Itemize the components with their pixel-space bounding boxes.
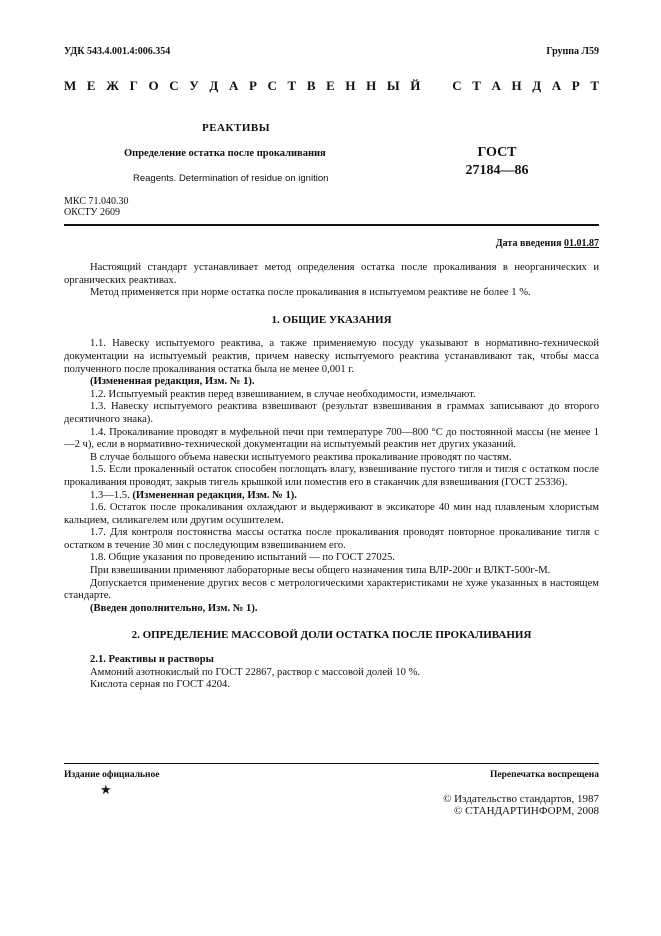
clause-1-7: 1.7. Для контроля постоянства массы остатка после прокаливания проводят повторное прокаливание тигля с остатком в течение 30 мин с последующим взвешиванием его. <box>64 527 599 551</box>
clause-1-3: 1.3. Навеску испытуемого реактива взвешивают (результат взвешивания в граммах записывают до второго десятичного знака). <box>64 401 599 425</box>
clause-range: 1.3—1.5. <box>90 489 130 501</box>
clause-1-1: 1.1. Навеску испытуемого реактива, а также применяемую посуду указывают в нормативно-технической документации на испытуемый реактив, причем навеску испытуемого реактива устанавливают так, чтобы масса полученного после прокаливания остатка была не менее 0,001 г. <box>64 338 599 375</box>
reagent-item: Аммоний азотнокислый по ГОСТ 22867, раствор с массовой долей 10 %. <box>90 666 421 678</box>
banner-letter: Н <box>511 78 522 93</box>
mks-code: МКС 71.040.30 <box>64 196 129 207</box>
document-body <box>64 262 599 692</box>
subsection-heading: 2.1. Реактивы и растворы <box>90 654 214 666</box>
banner-letter: Н <box>345 78 356 93</box>
document-subtitle: Определение остатка после прокаливания <box>124 148 326 159</box>
amendment-note: (Измененная редакция, Изм. № 1). <box>132 489 297 501</box>
banner-letter: В <box>306 78 316 93</box>
copyright-line: © СТАНДАРТИНФОРМ, 2008 <box>454 805 599 817</box>
clause-1-8: 1.8. Общие указания по проведению испытаний — по ГОСТ 27025. <box>90 552 395 564</box>
intro-date-value: 01.01.87 <box>564 238 599 249</box>
banner-letter: Е <box>326 78 335 93</box>
banner-letter: С <box>452 78 462 93</box>
clause-1-6: 1.6. Остаток после прокаливания охлаждают и выдерживают в эксикаторе 40 мин над плавленым хлористым кальцием, силикагелем или другим осушителем. <box>64 502 599 526</box>
document-title: РЕАКТИВЫ <box>202 122 271 134</box>
clause-1-2: 1.2. Испытуемый реактив перед взвешиванием, в случае необходимости, измельчают. <box>90 388 476 400</box>
gost-number: 27184—86 <box>465 163 529 178</box>
banner-letter: С <box>267 78 277 93</box>
banner-letter: Р <box>571 78 580 93</box>
reprint-prohibited-label: Перепечатка воспрещена <box>489 770 599 780</box>
copyright-line: © Издательство стандартов, 1987 <box>443 793 599 805</box>
banner-letter: Ж <box>106 78 120 93</box>
section-heading: 2. ОПРЕДЕЛЕНИЕ МАССОВОЙ ДОЛИ ОСТАТКА ПОСЛЕ ПРОКАЛИВАНИЯ <box>131 629 532 642</box>
banner-letter: С <box>169 78 179 93</box>
banner-letter: М <box>64 78 77 93</box>
footer-divider <box>64 763 599 764</box>
okstu-code: ОКСТУ 2609 <box>64 207 121 218</box>
banner-letter: Т <box>590 78 599 93</box>
official-edition-label: Издание официальное <box>64 770 160 780</box>
banner-letter: Е <box>86 78 96 93</box>
english-title: Reagents. Determination of residue on ignition <box>133 173 329 184</box>
intro-paragraph: Настоящий стандарт устанавливает метод определения остатка после прокаливания в неорганических и органических реактивах. <box>64 262 599 286</box>
clause-1-4-continued: В случае большого объема навески испытуемого реактива прокаливание проводят по частям. <box>90 451 512 463</box>
star-icon: ★ <box>100 782 112 797</box>
banner-letter: А <box>551 78 562 93</box>
gost-designation <box>452 144 542 180</box>
banner-letter: Ы <box>386 78 400 93</box>
banner-letter: Д <box>532 78 542 93</box>
banner-letter: Г <box>129 78 138 93</box>
banner-letter: Д <box>209 78 219 93</box>
group-code: Группа Л59 <box>546 46 599 57</box>
clause-1-8-scales: При взвешивании применяют лабораторные весы общего назначения типа ВЛР-200г и ВЛКТ-500г-М. <box>90 565 551 577</box>
banner-letter: А <box>491 78 501 93</box>
banner-letter: А <box>228 78 239 93</box>
intro-date-label: Дата введения <box>495 238 562 249</box>
udk-code: УДК 543.4.001.4:006.354 <box>64 46 171 57</box>
header-divider <box>64 224 599 226</box>
gost-label: ГОСТ <box>477 145 517 160</box>
banner-letter: Н <box>366 78 377 93</box>
classification-codes <box>64 196 128 218</box>
addition-note: (Введен дополнительно, Изм. № 1). <box>90 602 258 614</box>
banner-letter: Р <box>248 78 257 93</box>
amendment-note: (Измененная редакция, Изм. № 1). <box>90 376 255 388</box>
clause-1-8-other: Допускается применение других весов с метрологическими характеристиками не хуже указанных в настоящем стандарте. <box>64 577 599 602</box>
clause-1-5: 1.5. Если прокаленный остаток способен поглощать влагу, взвешивание пустого тигля и тигля с остатком после прокаливания проводят, закрыв тигель крышкой или поместив его в стаканчик для взвешивания (ГОСТ 25336). <box>64 464 599 488</box>
section-heading: 1. ОБЩИЕ УКАЗАНИЯ <box>271 313 392 326</box>
clause-1-4: 1.4. Прокаливание проводят в муфельной печи при температуре 700—800 °С до постоянной массы (не менее 1—2 ч), если в нормативно-технической документации на испытуемый реактив нет других указаний. <box>64 426 599 451</box>
amendment-note-1-3-1-5 <box>64 490 599 503</box>
banner-letter: Т <box>287 78 297 93</box>
banner-letter: Т <box>472 78 481 93</box>
banner-letter: О <box>148 78 159 93</box>
banner-letter: У <box>189 78 199 93</box>
interstate-standard-banner <box>64 78 599 94</box>
intro-paragraph: Метод применяется при норме остатка после прокаливания в испытуемом реактиве не более 1 %. <box>90 287 531 299</box>
introduction-date <box>496 238 599 249</box>
banner-letter: Й <box>410 78 421 93</box>
copyright-block <box>443 793 599 817</box>
reagent-item: Кислота серная по ГОСТ 4204. <box>90 679 230 691</box>
